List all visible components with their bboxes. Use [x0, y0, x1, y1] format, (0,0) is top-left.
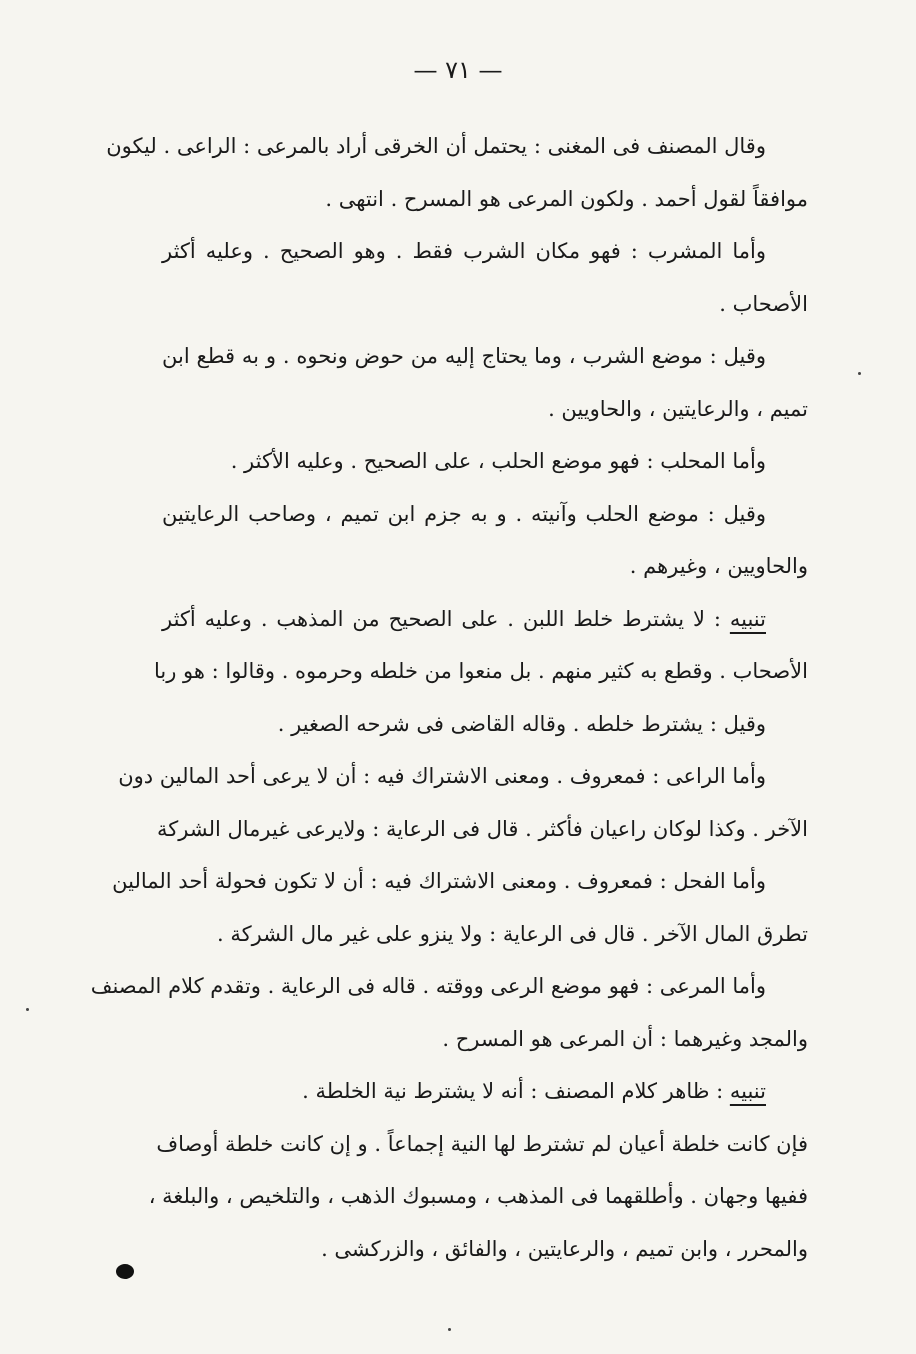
line-text: وأما المرعى : فهو موضع الرعى ووقته . قاله فى الرعاية . وتقدم كلام المصنف — [90, 974, 766, 998]
text-line — [118, 750, 808, 803]
line-text: ففيها وجهان . وأطلقهما فى المذهب ، ومسبوك الذهب ، والتلخيص ، والبلغة ، — [148, 1184, 808, 1208]
line-text: والمحرر ، وابن تميم ، والرعايتين ، والفائق ، والزركشى . — [321, 1236, 808, 1261]
text-line — [162, 225, 808, 278]
line-text: الأصحاب . — [719, 291, 808, 316]
line-text: والمجد وغيرهما : أن المرعى هو المسرح . — [442, 1026, 808, 1051]
line-text: وأما الفحل : فمعروف . ومعنى الاشتراك فيه : أن لا تكون فحولة أحد المالين — [112, 869, 766, 893]
text-line — [162, 1013, 808, 1066]
text-line — [106, 120, 808, 173]
line-text: وقيل : موضع الحلب وآنيته . و به جزم ابن تميم ، وصاحب الرعايتين — [162, 501, 766, 526]
line-text: وقال المصنف فى المغنى : يحتمل أن الخرقى أراد بالمرعى : الراعى . ليكون — [106, 134, 766, 158]
note-heading: تنبيه — [729, 1079, 766, 1103]
text-line — [156, 1118, 808, 1171]
line-text: الأصحاب . وقطع به كثير منهم . بل منعوا من خلطه وحرموه . وقالوا : هو ربا — [153, 659, 808, 683]
line-text: موافقاً لقول أحمد . ولكون المرعى هو المسرح . انتهى . — [325, 186, 808, 211]
line-text: الآخر . وكذا لوكان راعيان فأكثر . قال فى الرعاية : ولايرعى غيرمال الشركة — [157, 816, 808, 841]
line-text: تطرق المال الآخر . قال فى الرعاية : ولا ينزو على غير مال الشركة . — [217, 921, 808, 946]
line-text: وأما المحلب : فهو موضع الحلب ، على الصحيح . وعليه الأكثر . — [230, 449, 766, 473]
paper-speck — [448, 1328, 451, 1331]
text-line — [162, 698, 808, 751]
text-line — [148, 1170, 808, 1223]
line-text: وقيل : يشترط خلطه . وقاله القاضى فى شرحه الصغير . — [277, 711, 766, 736]
text-line — [162, 1223, 808, 1276]
text-line — [162, 1065, 808, 1118]
paper-speck — [26, 1008, 29, 1011]
line-text: فإن كانت خلطة أعيان لم تشترط لها النية إجماعاً . و إن كانت خلطة أوصاف — [156, 1131, 808, 1156]
line-text: وقيل : موضع الشرب ، وما يحتاج إليه من حوض ونحوه . و به قطع ابن — [162, 344, 766, 368]
page-number: — ٧١ — — [413, 56, 503, 84]
note-heading: تنبيه — [729, 606, 766, 631]
ink-blot — [116, 1264, 134, 1279]
text-line — [162, 488, 808, 541]
text-line — [112, 855, 808, 908]
text-line — [90, 960, 808, 1013]
text-line — [157, 803, 808, 856]
line-text: وأما الراعى : فمعروف . ومعنى الاشتراك فيه : أن لا يرعى أحد المالين دون — [118, 764, 766, 788]
text-line — [153, 645, 808, 698]
text-line — [162, 173, 808, 226]
text-line — [162, 330, 808, 383]
line-text: : لا يشترط خلط اللبن . على الصحيح من المذهب . وعليه أكثر — [162, 606, 730, 631]
text-line — [162, 593, 808, 646]
text-line — [162, 540, 808, 593]
text-line — [162, 435, 808, 488]
paper-speck — [858, 372, 861, 375]
text-line — [162, 278, 808, 331]
text-line — [162, 383, 808, 436]
text-line — [162, 908, 808, 961]
line-text: وأما المشرب : فهو مكان الشرب فقط . وهو الصحيح . وعليه أكثر — [162, 239, 766, 263]
body-text — [90, 120, 808, 1275]
line-text: : ظاهر كلام المصنف : أنه لا يشترط نية الخلطة . — [302, 1079, 730, 1103]
line-text: تميم ، والرعايتين ، والحاويين . — [548, 396, 808, 421]
line-text: والحاويين ، وغيرهم . — [629, 554, 808, 578]
